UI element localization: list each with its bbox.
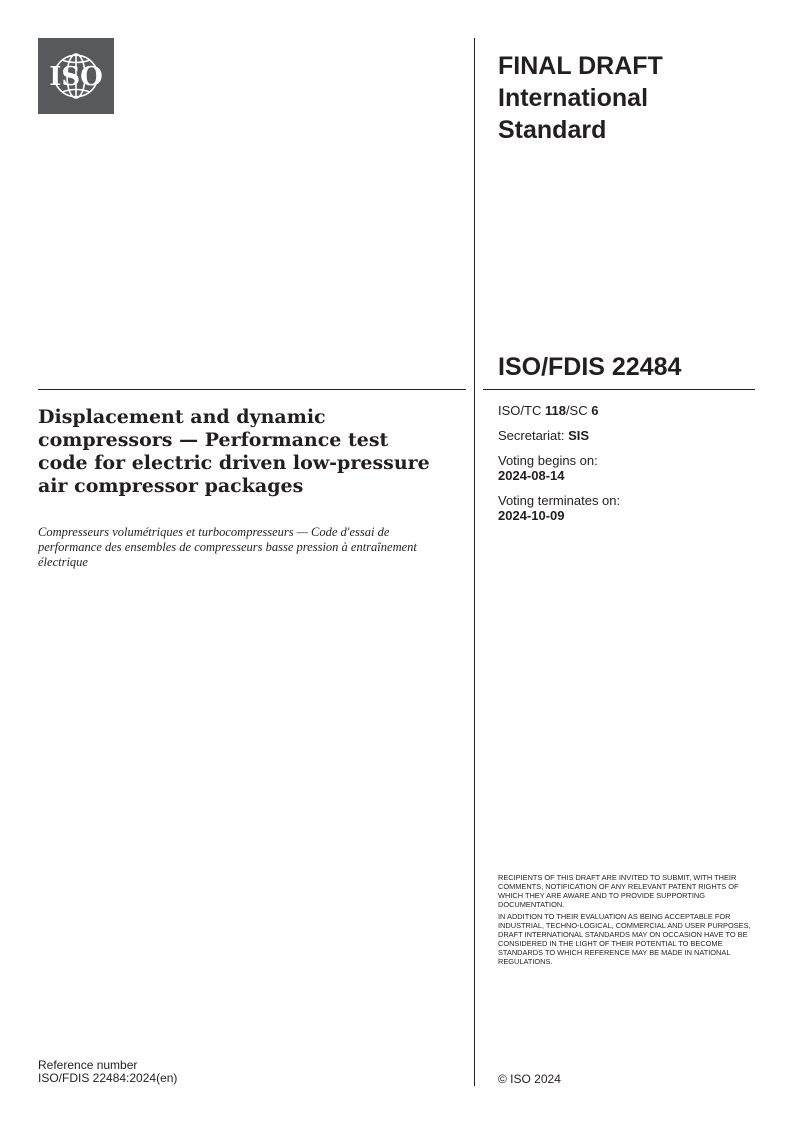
reference-value: ISO/FDIS 22484:2024(en) <box>38 1071 178 1085</box>
committee-prefix: ISO/TC <box>498 403 545 418</box>
document-title: Displacement and dynamic compressors — Performance test code for electric driven low-pressure air compressor packages <box>38 406 430 497</box>
regulation-notice: IN ADDITION TO THEIR EVALUATION AS BEING ACCEPTABLE FOR INDUSTRIAL, TECHNO-LOGICAL, COMMERCIAL AND USER PURPOSES, DRAFT INTERNATIONAL STANDARDS MAY ON OCCASION HAVE TO BE CONSIDERED IN THE LIGHT OF THEIR POTENTIAL TO BECOME STANDARDS TO WHICH REFERENCE MAY BE MADE IN NATIONAL REGULATIONS. <box>498 912 751 966</box>
committee-sep: /SC <box>565 403 592 418</box>
sc-number: 6 <box>591 403 599 418</box>
reference-number <box>38 1059 177 1085</box>
heading-line: International <box>498 84 649 112</box>
draft-heading <box>498 50 663 146</box>
copyright: © ISO 2024 <box>498 1072 561 1086</box>
voting-begins-label: Voting begins on: <box>498 453 598 468</box>
voting-terminates-date: 2024-10-09 <box>498 508 565 523</box>
voting-terminates <box>498 493 620 523</box>
heading-line: FINAL DRAFT <box>498 52 663 80</box>
voting-terminates-label: Voting terminates on: <box>498 493 621 508</box>
secretariat-label: Secretariat: <box>498 428 569 443</box>
vertical-divider <box>474 38 475 1086</box>
right-divider <box>483 389 755 390</box>
voting-begins-date: 2024-08-14 <box>498 468 565 483</box>
document-code: ISO/FDIS 22484 <box>498 353 682 381</box>
committee <box>498 403 598 418</box>
voting-begins <box>498 453 598 483</box>
iso-logo <box>38 38 114 114</box>
secretariat <box>498 428 589 443</box>
reference-label: Reference number <box>38 1058 138 1072</box>
heading-line: Standard <box>498 116 607 144</box>
secretariat-value: SIS <box>568 428 590 443</box>
document-title-french: Compresseurs volumétriques et turbocompresseurs — Code d'essai de performance des ensembles de compresseurs basse pression à entraînement électrique <box>38 525 417 569</box>
patent-notice: RECIPIENTS OF THIS DRAFT ARE INVITED TO SUBMIT, WITH THEIR COMMENTS, NOTIFICATION OF ANY RELEVANT PATENT RIGHTS OF WHICH THEY ARE AWARE AND TO PROVIDE SUPPORTING DOCUMENTATION. <box>498 873 739 909</box>
tc-number: 118 <box>544 403 566 418</box>
left-divider <box>38 389 466 390</box>
svg-text:ISO: ISO <box>49 62 103 92</box>
